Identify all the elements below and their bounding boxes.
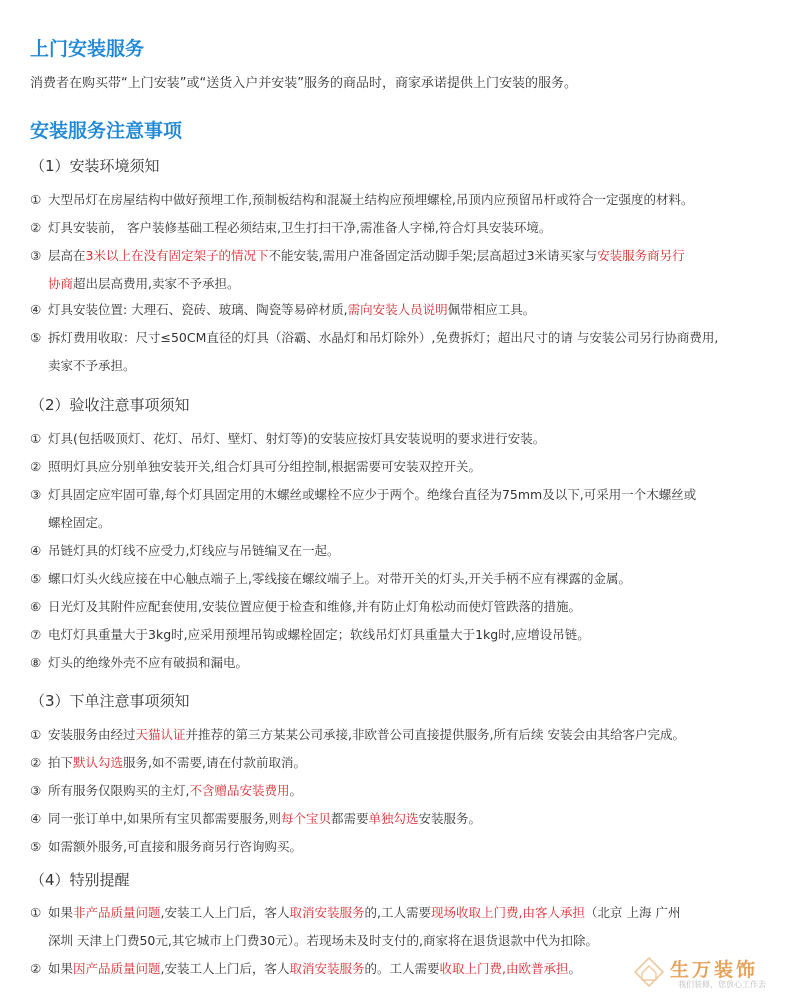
item-number: ① — [30, 727, 42, 742]
highlight-text: 单独勾选 — [368, 811, 419, 826]
highlight-text: 安装服务商另行 — [597, 248, 685, 263]
list-item — [30, 537, 775, 565]
item-text: 。 — [289, 783, 303, 798]
item-text: 电灯灯具重量大于3kg时,应采用预埋吊钩或螺栓固定；软线吊灯灯具重量大于1kg时,应增设吊链。 — [48, 627, 590, 642]
watermark — [632, 953, 772, 993]
subsection-title: （1）安装环境须知 — [30, 157, 160, 175]
item-text: 灯具(包括吸顶灯、花灯、吊灯、壁灯、射灯等)的安装应按灯具安装说明的要求进行安装。 — [48, 431, 546, 446]
item-number: ⑦ — [30, 627, 42, 642]
list-item — [30, 186, 775, 214]
item-text: 安装服务由经过 — [48, 727, 136, 742]
item-text: 灯具固定应牢固可靠,每个灯具固定用的木螺丝或螺栓不应少于两个。绝缘台直径为75mm及以下,可采用一个木螺丝或 — [48, 487, 697, 502]
item-continuation — [30, 270, 775, 298]
highlight-text: 收取上门费,由欧普承担 — [439, 961, 569, 976]
list-item — [30, 805, 775, 833]
item-text: 如果 — [48, 905, 74, 920]
item-text: 。 — [568, 961, 582, 976]
highlight-text: 现场收取上门费,由客人承担 — [431, 905, 585, 920]
item-number: ③ — [30, 783, 42, 798]
item-text: 灯具安装前， 客户装修基础工程必须结束,卫生打扫干净,需准备人字梯,符合灯具安装环境。 — [48, 220, 552, 235]
item-number: ⑤ — [30, 839, 42, 854]
highlight-text: 3米以上在没有固定架子的情况下 — [85, 248, 269, 263]
list-item — [30, 593, 775, 621]
item-number: ⑤ — [30, 571, 42, 586]
list-item — [30, 242, 775, 298]
item-number: ⑤ — [30, 330, 42, 345]
item-continuation — [30, 927, 775, 955]
item-text: 大型吊灯在房屋结构中做好预埋工作,预制板结构和混凝土结构应预埋螺栓,吊顶内应预留吊杆或符合一定强度的材料。 — [48, 192, 694, 207]
highlight-text: 每个宝贝 — [280, 811, 331, 826]
list-item — [30, 621, 775, 649]
subsection-title: （2）验收注意事项须知 — [30, 396, 190, 414]
section-heading: 安装服务注意事项 — [30, 120, 183, 142]
item-number: ② — [30, 755, 42, 770]
item-text: 不能安装,需用户准备固定活动脚手架;层高超过3米请买家与 — [268, 248, 598, 263]
item-continuation — [30, 509, 775, 537]
item-number: ⑥ — [30, 599, 42, 614]
item-number: ① — [30, 905, 42, 920]
highlight-text: 需向安装人员说明 — [347, 302, 448, 317]
page-title: 上门安装服务 — [30, 38, 145, 60]
house-diamond-icon — [632, 955, 666, 989]
list-item — [30, 425, 775, 453]
list-item — [30, 649, 775, 677]
list-item — [30, 721, 775, 749]
item-text: 如需额外服务,可直接和服务商另行咨询购买。 — [48, 839, 302, 854]
item-text: 安装服务。 — [418, 811, 482, 826]
item-text: 超出层高费用,卖家不予承担。 — [73, 276, 240, 291]
watermark-title: 生万装饰 — [670, 959, 759, 981]
list-item — [30, 565, 775, 593]
item-text: （北京 上海 广州 — [585, 905, 681, 920]
item-text: 灯具安装位置: 大理石、瓷砖、玻璃、陶瓷等易碎材质, — [48, 302, 348, 317]
highlight-text: 不含赠品安装费用 — [189, 783, 290, 798]
item-number: ② — [30, 961, 42, 976]
item-text: 卖家不予承担。 — [48, 358, 136, 373]
highlight-text: 因产品质量问题 — [73, 961, 161, 976]
item-continuation — [30, 352, 775, 380]
item-text: 灯头的绝缘外壳不应有破损和漏电。 — [48, 655, 249, 670]
item-text: 拆灯费用收取：尺寸≤50CM直径的灯具（浴霸、水晶灯和吊灯除外）,免费拆灯；超出尺寸的请 与安装公司另行协商费用, — [48, 330, 719, 345]
list-item — [30, 214, 775, 242]
item-number: ④ — [30, 543, 42, 558]
subsection-title: （3）下单注意事项须知 — [30, 692, 190, 710]
watermark-subtitle: 我们装修，您放心工作去 — [678, 980, 766, 989]
item-text: 同一张订单中,如果所有宝贝都需要服务,则 — [48, 811, 281, 826]
list-item — [30, 833, 775, 861]
highlight-text: 非产品质量问题 — [73, 905, 161, 920]
item-text: ,安装工人上门后，客人 — [160, 961, 290, 976]
item-text: 如果 — [48, 961, 74, 976]
item-number: ④ — [30, 302, 42, 317]
highlight-text: 默认勾选 — [73, 755, 124, 770]
item-text: 并推荐的第三方某某公司承接,非欧普公司直接提供服务,所有后续 安装会由其给客户完成。 — [185, 727, 685, 742]
list-item — [30, 777, 775, 805]
item-text: 深圳 天津上门费50元,其它城市上门费30元）。若现场未及时支付的,商家将在退货退款中代为扣除。 — [48, 933, 598, 948]
item-number: ② — [30, 459, 42, 474]
highlight-text: 取消安装服务 — [289, 905, 365, 920]
item-text: 都需要 — [330, 811, 369, 826]
list-item — [30, 481, 775, 537]
item-text: 层高在 — [48, 248, 86, 263]
item-text: 服务,如不需要,请在付款前取消。 — [123, 755, 306, 770]
list-item — [30, 899, 775, 955]
item-text: 日光灯及其附件应配套使用,安装位置应便于检查和维修,并有防止灯角松动而使灯管跌落的措施。 — [48, 599, 581, 614]
subsection-title: （4）特别提醒 — [30, 871, 130, 889]
item-number: ② — [30, 220, 42, 235]
item-text: 吊链灯具的灯线不应受力,灯线应与吊链编叉在一起。 — [48, 543, 340, 558]
item-text: 照明灯具应分别单独安装开关,组合灯具可分组控制,根据需要可安装双控开关。 — [48, 459, 481, 474]
item-text: 的,工人需要 — [364, 905, 432, 920]
list-item — [30, 324, 775, 380]
highlight-text: 取消安装服务 — [289, 961, 365, 976]
item-text: 所有服务仅限购买的主灯, — [48, 783, 190, 798]
item-text: 的。工人需要 — [364, 961, 440, 976]
highlight-text: 协商 — [48, 276, 74, 291]
item-number: ① — [30, 431, 42, 446]
list-item — [30, 749, 775, 777]
item-number: ⑧ — [30, 655, 42, 670]
item-text: 螺口灯头火线应接在中心触点端子上,零线接在螺纹端子上。对带开关的灯头,开关手柄不应有裸露的金属。 — [48, 571, 631, 586]
item-text: 拍下 — [48, 755, 74, 770]
item-number: ① — [30, 192, 42, 207]
highlight-text: 天猫认证 — [135, 727, 186, 742]
item-text: ,安装工人上门后，客人 — [160, 905, 290, 920]
item-number: ③ — [30, 248, 42, 263]
item-number: ③ — [30, 487, 42, 502]
list-item — [30, 453, 775, 481]
item-number: ④ — [30, 811, 42, 826]
list-item — [30, 296, 775, 324]
item-text: 佩带相应工具。 — [447, 302, 536, 317]
item-text: 螺栓固定。 — [48, 515, 111, 530]
intro-text: 消费者在购买带“上门安装”或“送货入户并安装”服务的商品时，商家承诺提供上门安装的服务。 — [30, 76, 577, 91]
